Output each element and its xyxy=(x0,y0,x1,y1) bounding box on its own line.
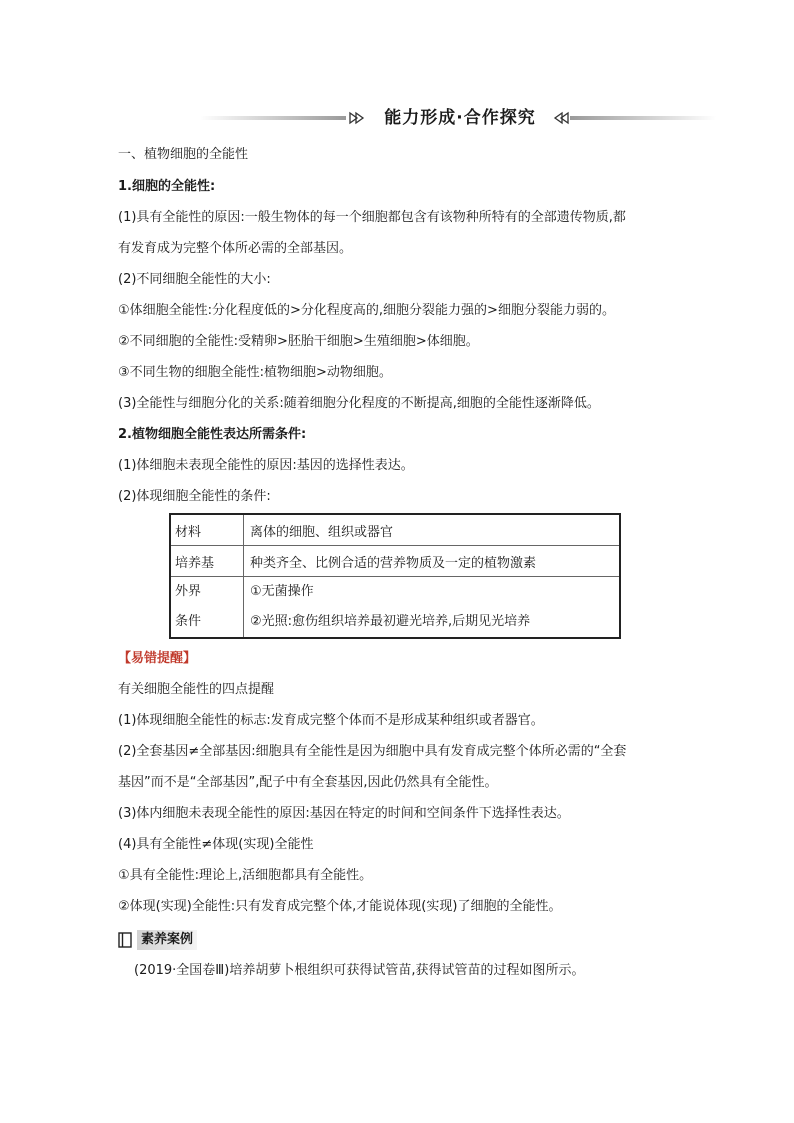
double-arrow-left-icon xyxy=(552,109,570,127)
table-key-line1: 外界 xyxy=(175,584,202,599)
section-banner xyxy=(200,104,720,132)
book-icon xyxy=(118,932,132,948)
sub1-p2-a: ①体细胞全能性:分化程度低的>分化程度高的,细胞分裂能力强的>细胞分裂能力弱的。 xyxy=(118,303,615,318)
table-value-material: 离体的细胞、组织或器官 xyxy=(244,514,621,546)
error-prone-reminder-label: 【易错提醒】 xyxy=(118,651,197,666)
warning-p4-a: ①具有全能性:理论上,活细胞都具有全能性。 xyxy=(118,868,373,883)
warning-p4-b: ②体现(实现)全能性:只有发育成完整个体,才能说体现(实现)了细胞的全能性。 xyxy=(118,899,562,914)
table-value-external-conditions xyxy=(244,577,621,639)
warning-p2-line2: 基因”而不是“全部基因”,配子中有全套基因,因此仍然具有全能性。 xyxy=(118,775,498,790)
sub1-p3: (3)全能性与细胞分化的关系:随着细胞分化程度的不断提高,细胞的全能性逐渐降低。 xyxy=(118,396,600,411)
warning-p3: (3)体内细胞未表现全能性的原因:基因在特定的时间和空间条件下选择性表达。 xyxy=(118,806,570,821)
sub1-p2-c: ③不同生物的细胞全能性:植物细胞>动物细胞。 xyxy=(118,365,392,380)
warning-p4: (4)具有全能性≠体现(实现)全能性 xyxy=(118,837,314,852)
literacy-case-label: 素养案例 xyxy=(137,930,197,950)
table-key-material: 材料 xyxy=(170,514,244,546)
double-arrow-right-icon xyxy=(348,109,366,127)
warning-p1: (1)体现细胞全能性的标志:发育成完整个体而不是形成某种组织或者器官。 xyxy=(118,713,544,728)
table-value-line2: ②光照:愈伤组织培养最初避光培养,后期见光培养 xyxy=(250,614,531,629)
banner-rule-left xyxy=(200,116,346,120)
sub1-p1-line1: (1)具有全能性的原因:一般生物体的每一个细胞都包含有该物种所特有的全部遗传物质,都 xyxy=(118,210,626,225)
table-key-line2: 条件 xyxy=(175,614,202,629)
sub2-title: 2.植物细胞全能性表达所需条件: xyxy=(118,427,307,442)
banner-rule-right xyxy=(570,116,716,120)
conditions-table xyxy=(169,513,621,639)
sub1-p2-b: ②不同细胞的全能性:受精卵>胚胎干细胞>生殖细胞>体细胞。 xyxy=(118,334,479,349)
case-text: (2019·全国卷Ⅲ)培养胡萝卜根组织可获得试管苗,获得试管苗的过程如图所示。 xyxy=(134,963,585,978)
warning-p2-line1: (2)全套基因≠全部基因:细胞具有全能性是因为细胞中具有发育成完整个体所必需的“全套 xyxy=(118,744,627,759)
table-value-medium: 种类齐全、比例合适的营养物质及一定的植物激素 xyxy=(244,546,621,577)
table-key-medium: 培养基 xyxy=(170,546,244,577)
heading-plant-totipotency: 一、植物细胞的全能性 xyxy=(118,147,249,162)
sub1-p2: (2)不同细胞全能性的大小: xyxy=(118,272,271,287)
table-key-external-conditions xyxy=(170,577,244,639)
sub1-title: 1.细胞的全能性: xyxy=(118,179,216,194)
table-row xyxy=(170,577,620,639)
table-value-line1: ①无菌操作 xyxy=(250,584,314,599)
sub2-p2: (2)体现细胞全能性的条件: xyxy=(118,489,271,504)
sub2-p1: (1)体细胞未表现全能性的原因:基因的选择性表达。 xyxy=(118,458,414,473)
section-title: 能力形成·合作探究 xyxy=(384,108,536,128)
table-row xyxy=(170,546,620,577)
table-row xyxy=(170,514,620,546)
warning-intro: 有关细胞全能性的四点提醒 xyxy=(118,682,275,697)
sub1-p1-line2: 有发育成为完整个体所必需的全部基因。 xyxy=(118,241,353,256)
